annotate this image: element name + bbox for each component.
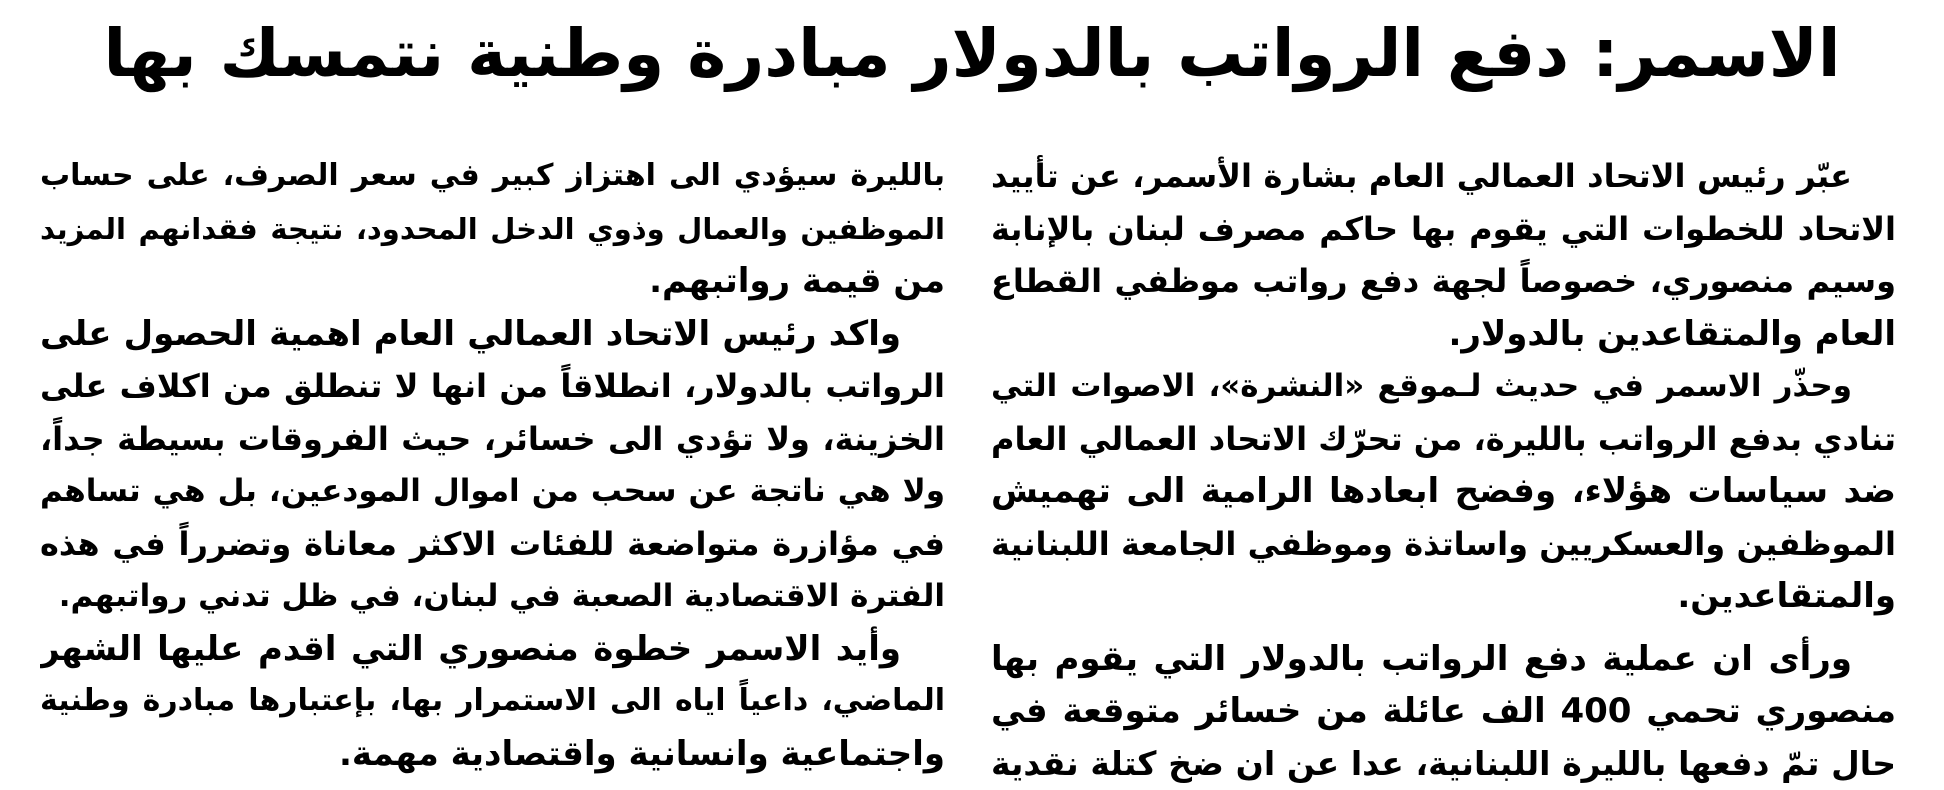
paragraph <box>991 633 1896 790</box>
text-line: ضد سياسات هؤلاء، وفضح ابعادها الرامية الى تهميش <box>991 471 1896 511</box>
text-line: الرواتب بالدولار، انطلاقاً من انها لا تنطلق من اكلاف على <box>40 367 945 405</box>
text-line: والمتقاعدين. <box>1677 576 1896 616</box>
text-line: العام والمتقاعدين بالدولار. <box>1448 313 1896 354</box>
article-column-left <box>40 150 945 780</box>
paragraph-gap <box>991 623 1896 633</box>
text-line: وأيد الاسمر خطوة منصوري التي اقدم عليها الشهر <box>40 628 901 669</box>
text-line: ولا هي ناتجة عن سحب من اموال المودعين، بل هي تساهم <box>40 473 945 509</box>
text-line: الماضي، داعياً اياه الى الاستمرار بها، بإعتبارها مبادرة وطنية <box>40 683 945 718</box>
paragraph <box>40 623 945 781</box>
text-line: وسيم منصوري، خصوصاً لجهة دفع رواتب موظفي القطاع <box>991 262 1896 300</box>
text-line: منصوري تحمي 400 الف عائلة من خسائر متوقعة في <box>991 691 1896 731</box>
paragraph <box>991 360 1896 623</box>
text-line: بالليرة سيؤدي الى اهتزاز كبير في سعر الصرف، على حساب <box>40 158 945 193</box>
text-line: ورأى ان عملية دفع الرواتب بالدولار التي يقوم بها <box>991 638 1852 679</box>
text-line: الفترة الاقتصادية الصعبة في لبنان، في ظل تدني رواتبهم. <box>58 578 945 614</box>
paragraph <box>40 150 945 308</box>
text-line: الموظفين والعمال وذوي الدخل المحدود، نتيجة فقدانهم المزيد <box>40 211 945 246</box>
paragraph <box>991 150 1896 360</box>
text-line: عبّر رئيس الاتحاد العمالي العام بشارة الأسمر، عن تأييد <box>991 157 1852 195</box>
article-column-right <box>991 150 1896 790</box>
text-line: من قيمة رواتبهم. <box>649 261 945 301</box>
text-line: الموظفين والعسكريين واساتذة وموظفي الجامعة اللبنانية <box>991 524 1896 563</box>
text-line: حال تمّ دفعها بالليرة اللبنانية، عدا عن ان ضخ كتلة نقدية <box>991 743 1896 783</box>
text-line: واكد رئيس الاتحاد العمالي العام اهمية الحصول على <box>40 313 901 354</box>
text-line: في مؤازرة متواضعة للفئات الاكثر معاناة وتضرراً في هذه <box>40 524 945 563</box>
paragraph <box>40 308 945 623</box>
text-line: الخزينة، ولا تؤدي الى خسائر، حيث الفروقات بسيطة جداً، <box>40 419 945 458</box>
text-line: تنادي بدفع الرواتب بالليرة، من تحرّك الاتحاد العمالي العام <box>991 419 1896 458</box>
text-line: وحذّر الاسمر في حديث لـموقع «النشرة»، الاصوات التي <box>991 368 1852 404</box>
article-headline: الاسمر: دفع الرواتب بالدولار مبادرة وطنية نتمسك بها <box>103 15 1841 92</box>
text-line: واجتماعية وانسانية واقتصادية مهمة. <box>338 733 945 774</box>
text-line: الاتحاد للخطوات التي يقوم بها حاكم مصرف لبنان بالإنابة <box>991 209 1896 248</box>
